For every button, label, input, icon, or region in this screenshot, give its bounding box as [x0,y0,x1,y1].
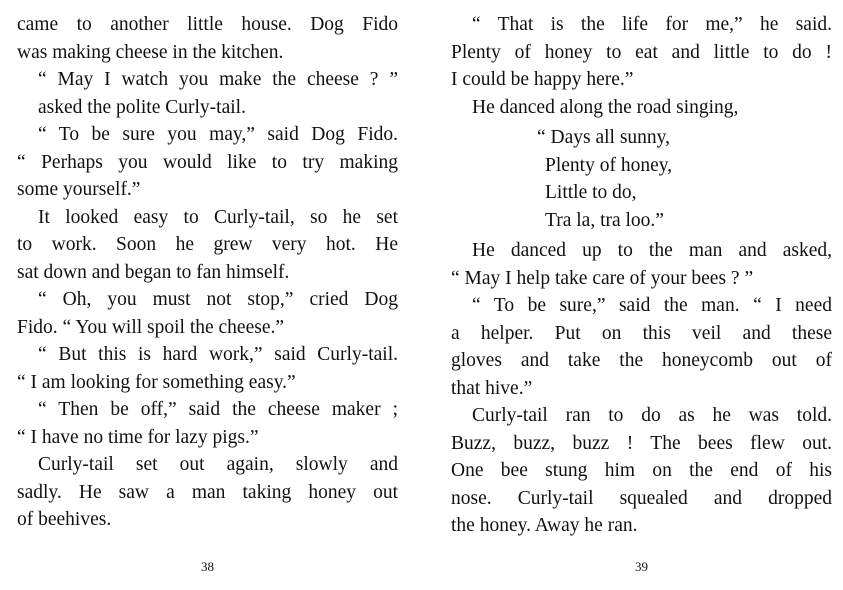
verse-line: Tra la, tra loo.” [545,209,664,231]
text-line: “ I am looking for something easy.” [17,371,296,393]
paragraph [451,11,832,94]
text-line: the honey. Away he ran. [451,515,638,536]
text-line: Fido. “ You will spoil the cheese.” [17,316,285,338]
paragraph [17,66,398,121]
text-line: “ To be sure you may,” said Dog Fido. [38,124,398,145]
page-number: 38 [201,559,214,574]
text-line: Buzz, buzz, buzz ! The bees flew out. [451,432,832,454]
song-verse [451,124,832,234]
text-line: sadly. He saw a man taking honey out [17,481,398,503]
verse-line: Plenty of honey, [545,154,673,176]
paragraph [17,451,398,534]
left-page-text [17,11,398,534]
text-line: a helper. Put on this veil and these [451,322,832,344]
text-line: was making cheese in the kitchen. [17,41,284,63]
paragraph [451,292,832,402]
left-page [17,0,398,590]
text-line: “ I have no time for lazy pigs.” [17,426,259,448]
paragraph [17,341,398,396]
right-page [451,0,832,590]
text-line: “ Perhaps you would like to try making [17,151,398,173]
text-line: “ But this is hard work,” said Curly-tail. [38,344,398,365]
text-line: It looked easy to Curly-tail, so he set [38,206,398,228]
text-line: Plenty of honey to eat and little to do ! [451,41,832,63]
verse-line: “ Days all sunny, [537,127,671,148]
text-line: “ May I watch you make the cheese ? ” [38,69,398,90]
page-number: 39 [635,559,648,574]
text-line: He danced up to the man and asked, [472,240,832,261]
text-line: I could be happy here.” [451,69,634,90]
paragraph [17,204,398,287]
text-line: Curly-tail set out again, slowly and [38,454,398,475]
text-line: sat down and began to fan himself. [17,261,290,283]
text-line: that hive.” [451,377,533,399]
verse-line: Little to do, [545,182,637,203]
gutter [421,0,422,590]
text-line: of beehives. [17,509,112,530]
text-line: nose. Curly-tail squealed and dropped [451,487,832,509]
paragraph [17,121,398,204]
right-page-text [451,11,832,540]
paragraph [17,396,398,451]
text-line: “ May I help take care of your bees ? ” [451,267,754,289]
paragraph [451,402,832,540]
text-line: “ To be sure,” said the man. “ I need [472,295,832,316]
text-line: Curly-tail ran to do as he was told. [472,405,832,426]
text-line: One bee stung him on the end of his [451,460,832,481]
text-line: “ Then be off,” said the cheese maker ; [38,399,398,420]
text-line: to work. Soon he grew very hot. He [17,234,398,255]
paragraph [17,286,398,341]
text-line: He danced along the road singing, [472,96,739,118]
text-line: asked the polite Curly-tail. [38,96,246,118]
paragraph [17,11,398,66]
paragraph [451,94,832,122]
text-line: some yourself.” [17,179,141,200]
text-line: came to another little house. Dog Fido [17,14,398,35]
text-line: “ That is the life for me,” he said. [472,14,832,35]
text-line: “ Oh, you must not stop,” cried Dog [38,289,398,310]
paragraph [451,237,832,292]
text-line: gloves and take the honeycomb out of [451,350,832,371]
